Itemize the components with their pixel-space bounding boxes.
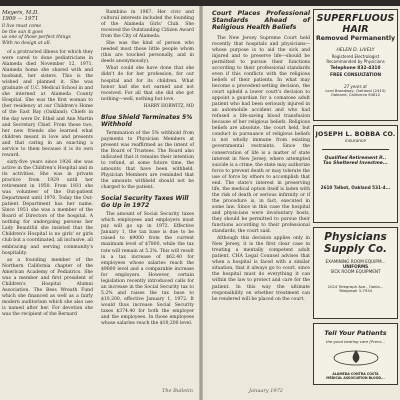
blood-drop-logo-icon [330, 348, 382, 366]
ad-divider [322, 149, 389, 150]
obituary-column [2, 10, 93, 319]
ad-title-line-2: Supply Co. [323, 243, 388, 255]
obituary-paragraph: She was the kind of person who needed most those little people whom (this are touched personally, and in deeds anonymously). [101, 41, 194, 65]
ad-address: 2610 Talbot, Oakland 531-4... [320, 184, 391, 190]
page-footer-right: January 1972 [249, 388, 283, 394]
left-page [0, 6, 199, 400]
ad-tagline: insurance [344, 139, 366, 144]
ad-address: Lord Broadway, Oakland (2415) Oakland, California 94612 [325, 87, 386, 98]
ad-service: Qualified Retirement P... Tax Sheltered Investme... [323, 156, 388, 167]
article-heading-social-security: Social Security Taxes Will Go Up in 1972 [101, 195, 189, 210]
article-paragraph: The New Jersey Supreme Court held recently that hospitals and physicians—whose purpose is to aid the sick and injured and to preserve life—should be permitted to pursue their functions according to their professional standards even if this conflicts with the religious beliefs of their patients. In what may become a precedent-setting decision, the court upheld a lower court's decision to appoint a guardian for a comatose adult patient who had been seriously injured in an automobile accident and who had refused a life-saving blood transfusion because of her religious beliefs. Religious beliefs are absolute, the court held, but conduct in pursuance of religious beliefs is not wholly immune from existing governmental restraints. Since the conservation of life is a matter of state interest in New Jersey, where attempted suicide is a crime, the state may authorize force to prevent death or may tolerate the use of force by others to accomplish that end. The state's interest in preserving life, the medical option itself is laden with the risk of death or serious infirmity or if the procedure is, in fact, executed in some law. Since in this case the hospital and physicians were involuntary hosts, they should be permitted to pursue their functions according to their professional standards, the court said. [212, 35, 310, 235]
ad-name: HELEN D. LIVELY [336, 48, 375, 53]
ad-line: SICK ROOM EQUIPMENT [330, 269, 381, 275]
ad-title-line-1: Physicians [324, 231, 387, 243]
obituary-paragraph: Rambino in 1967. Her civic and cultural interests included the founding of the Alameda Girls' Club. She received the Outstanding Citizen Award from the City of Alameda. [101, 10, 194, 40]
ad-line: EXAMINING ROOM EQUIPM... [325, 259, 386, 264]
ad-name: JOSEPH L. BOBBA CO. [315, 131, 396, 138]
ad-title: Tell Your Patients [324, 329, 387, 337]
obituary-heading: Meyers, M.D. 1909 — 1971 [2, 10, 39, 23]
article-paragraph: The amount of Social Security taxes which employees and employers must pay will go up in 1972. Effective January 1, the tax base is due to be raised to $9000 from the current maximum level of $7800, while the tax rate will remain at 5.2%. This will result in a tax increase of $62.40 for employees whose salaries reach the $9000 level and a comparable increase for employers. However, certain legislation recently introduced calls for an increase in the Social Security tax to 5.2% and raises the tax base to $10,200, effective January 1, 1972. It would thus increase Social Security taxes $374.40 for both the employer and the employees. In those employees whose salaries reach the $10,200 level. [101, 212, 194, 327]
ad-superfluous-hair [313, 9, 398, 121]
ad-physicians-supply [313, 227, 398, 319]
news-column [101, 10, 194, 328]
obituary-paragraph: What could she have done that she didn't do for her profession, for our hospital and for its children. What honor had she not earned and not received. For all that she did she got nothing—well, nothing but love. [101, 66, 194, 102]
article-paragraph: Termination of the 5% withhold from payments to Physician Members at present was reaffirmed as the intent of the Board of Trustees. The Board also indicated that it remains their intention to refund, at some future time, the amounts that have been withheld. Physician Members are reminded that the amounts withheld should not be charged to the patient. [101, 130, 194, 191]
ad-address: 2024 Telegraph Ave., Oakla... Telegraph 3-7934 [327, 283, 384, 294]
page-footer-left: The Bulletin [162, 388, 193, 394]
ad-subtitle: the good bearing care (Preco... [325, 339, 386, 344]
ad-line: UNIFORMS [342, 264, 369, 270]
obituary-paragraph: as a founding member of the Northern California chapter of the American Academy of Pediatrics. She was a member and first president of Children's Hospital Alumni Association. The Bess Wreath Fund which she financed as well as a fairly modern auditorium which she also use is named after her. For devotion she was the recipient of the Bernard [2, 257, 93, 318]
ad-credential: Registered Electrologist [331, 53, 380, 59]
obituary-signature: HARRY HORWITZ, MD [143, 103, 194, 109]
obituary-paragraph: of a protracted illness for which they were cared to done pediatricians in Alameda died November 12, 1971. Alameda home she shared with and husband, her sisters. This is the wished and planned it. She was graduate of U.C. Medical School in and she interned at Alameda County Hospital. She was the first woman to (her residency at our Children's Home of the East Bay (Oakland). Chiefs in the day were Dr. Ethel and Ann Martin and Secretary Chief. From these two, her new friends she learned what children meant in love and presents and that caring in an exacting a service to them because it is its own reward. [2, 50, 93, 158]
ad-blood-bank [313, 323, 398, 385]
ad-title: SUPERFLUOUS HAIR [316, 13, 395, 35]
article-heading-court: Court Places Professional Standards Ahead of Religious Health Beliefs [212, 10, 310, 32]
ad-consultation: FREE CONSULTATION [329, 72, 382, 78]
ad-bobba-insurance [313, 125, 398, 223]
ad-association: ALAMEDA CONTRA COSTA MEDICAL ASSOCIATION BLOOD... [326, 372, 385, 380]
obituary-verse: ll live must come be the sun it goes us one of those perfect things With no design at all. [2, 23, 71, 47]
ad-telephone: Telephone 832-4310 [330, 65, 381, 71]
magazine-spread [0, 6, 400, 400]
ad-subtitle: Removed Permanently [316, 35, 395, 42]
article-paragraph: Although this decision applies only in New Jersey, it is the first clear case in treating a mentally competent adult patient. CHA Legal Counsel advises that when a hospital is faced with a similar situation, that it always go to court, since the hospital must do everything it can within the law to protect and care for the patient. In this way the ultimate responsibility on whether treatment can be rendered will be placed on the court. [212, 236, 310, 302]
right-page [203, 6, 400, 400]
court-article-column [212, 10, 310, 304]
ad-experience: 27 years at [344, 83, 367, 89]
obituary-paragraph: sixty-five years since 1926 she was active in the Children's Hospital and in its activities. She was in private practice from 1929 until her retirement in 1950. From 1931 she was volunteer of the Out-patient Department until 1970. Today the Out-patient Department has her name. Since 1951 she was a member of the Board of Directors of the hospital. A nothing for undergoing persons her Lady Beautiful she insisted that the Children's Hospital is no girls' or girls club but a coordinated, all inclusive, all embracing and serving community's hospitality. [2, 159, 94, 256]
advertisement-column [313, 9, 398, 389]
article-heading-blue-shield: Blue Shield Terminates 5% Withhold [101, 113, 193, 128]
ad-note: Recommended by Physicians [326, 58, 385, 64]
